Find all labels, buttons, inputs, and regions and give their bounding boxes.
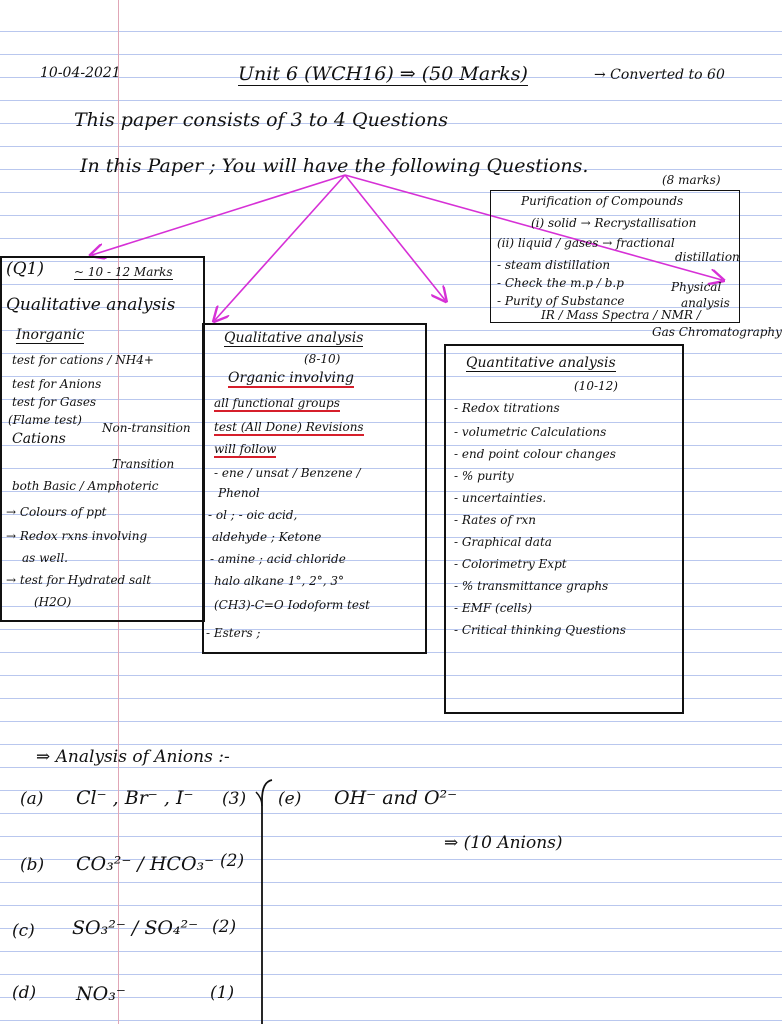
q1-line: Cations [12, 431, 66, 447]
q1-label: (Q1) [6, 259, 45, 279]
purif-line: IR / Mass Spectra / NMR / [541, 308, 701, 322]
q1-line: → Colours of ppt [6, 505, 107, 519]
anion-letter: (a) [20, 789, 44, 809]
purif-marks: (8 marks) [662, 173, 721, 187]
organic-red-line: will follow [214, 443, 276, 458]
organic-title: Qualitative analysis [224, 330, 364, 346]
q1-line: Non-transition [102, 421, 191, 435]
organic-line: (CH3)-C=O Iodoform test [214, 598, 370, 612]
q1-line: → test for Hydrated salt [6, 573, 152, 587]
purif-line: Gas Chromatography [652, 325, 782, 339]
purif-line: (ii) liquid / gases → fractional [497, 236, 675, 250]
q1-line: as well. [22, 551, 68, 565]
anion-formula: Cl⁻ , Br⁻ , I⁻ [76, 787, 194, 809]
q1-title: Qualitative analysis [6, 295, 176, 315]
q1-line: test for cations / NH4+ [12, 353, 154, 367]
quant-line: - end point colour changes [454, 447, 616, 461]
unit-title: Unit 6 (WCH16) ⇒ (50 Marks) [238, 63, 528, 85]
purif-line: analysis [681, 296, 730, 310]
anion-count: (1) [210, 983, 235, 1003]
quant-line: - uncertainties. [454, 491, 547, 505]
organic-red-line: test (All Done) Revisions [214, 421, 364, 436]
q1-line: (H2O) [34, 595, 72, 609]
quant-line: - % transmittance graphs [454, 579, 609, 593]
purif-line: - steam distillation [497, 258, 611, 272]
quant-line: - Rates of rxn [454, 513, 536, 527]
purif-line: - Check the m.p / b.p [497, 276, 624, 290]
organic-line: - Esters ; [206, 626, 261, 640]
organic-line: Phenol [218, 486, 260, 500]
organic-red-line: all functional groups [214, 397, 340, 412]
anion-count: (3) [222, 789, 247, 809]
q1-line: both Basic / Amphoteric [12, 479, 159, 493]
quant-title: Quantitative analysis [466, 355, 616, 371]
anion-formula: CO₃²⁻ / HCO₃⁻ [76, 853, 215, 875]
intro-line-2: In this Paper ; You will have the following Questions. [80, 155, 589, 177]
q1-line: → Redox rxns involving [6, 529, 148, 543]
q1-line: Transition [112, 457, 175, 471]
anion-letter: (b) [20, 855, 45, 875]
purif-line: - Purity of Substance [497, 294, 625, 308]
purif-title: Purification of Compounds [521, 194, 684, 208]
quant-line: - Redox titrations [454, 401, 560, 415]
organic-line: aldehyde ; Ketone [212, 530, 322, 544]
quant-line: - Critical thinking Questions [454, 623, 626, 637]
anion-formula: NO₃⁻ [76, 983, 126, 1005]
date: 10-04-2021 [40, 65, 121, 81]
converted-note: → Converted to 60 [594, 67, 725, 83]
quant-line: - volumetric Calculations [454, 425, 607, 439]
anion-letter-e: (e) [278, 789, 302, 809]
organic-line: - amine ; acid chloride [210, 552, 346, 566]
quant-line: - Colorimetry Expt [454, 557, 567, 571]
anion-letter: (c) [12, 921, 35, 941]
q1-line: test for Gases [12, 395, 97, 409]
organic-line: - ene / unsat / Benzene / [214, 466, 361, 480]
q1-line: (Flame test) [8, 413, 82, 427]
purif-line: distillation [675, 250, 740, 264]
anion-count: (2) [212, 917, 237, 937]
intro-line-1: This paper consists of 3 to 4 Questions [74, 109, 448, 131]
quant-marks: (10-12) [574, 379, 618, 393]
anion-formula-e: OH⁻ and O²⁻ [334, 787, 458, 809]
quant-line: - % purity [454, 469, 514, 483]
quant-line: - EMF (cells) [454, 601, 533, 615]
q1-marks: ~ 10 - 12 Marks [74, 265, 173, 279]
purif-line: (i) solid → Recrystallisation [531, 216, 697, 230]
organic-red-line: Organic involving [228, 371, 354, 388]
anion-letter: (d) [12, 983, 37, 1003]
quant-line: - Graphical data [454, 535, 552, 549]
organic-marks: (8-10) [304, 352, 341, 366]
organic-line: - ol ; - oic acid, [208, 508, 298, 522]
anion-count: (2) [220, 851, 245, 871]
q1-subtitle: Inorganic [16, 327, 85, 343]
anions-total: ⇒ (10 Anions) [444, 833, 563, 853]
organic-line: halo alkane 1°, 2°, 3° [214, 574, 344, 588]
q1-line: test for Anions [12, 377, 102, 391]
purif-line: Physical [671, 280, 722, 294]
anions-heading: ⇒ Analysis of Anions :- [36, 747, 230, 767]
anion-formula: SO₃²⁻ / SO₄²⁻ [72, 917, 199, 939]
